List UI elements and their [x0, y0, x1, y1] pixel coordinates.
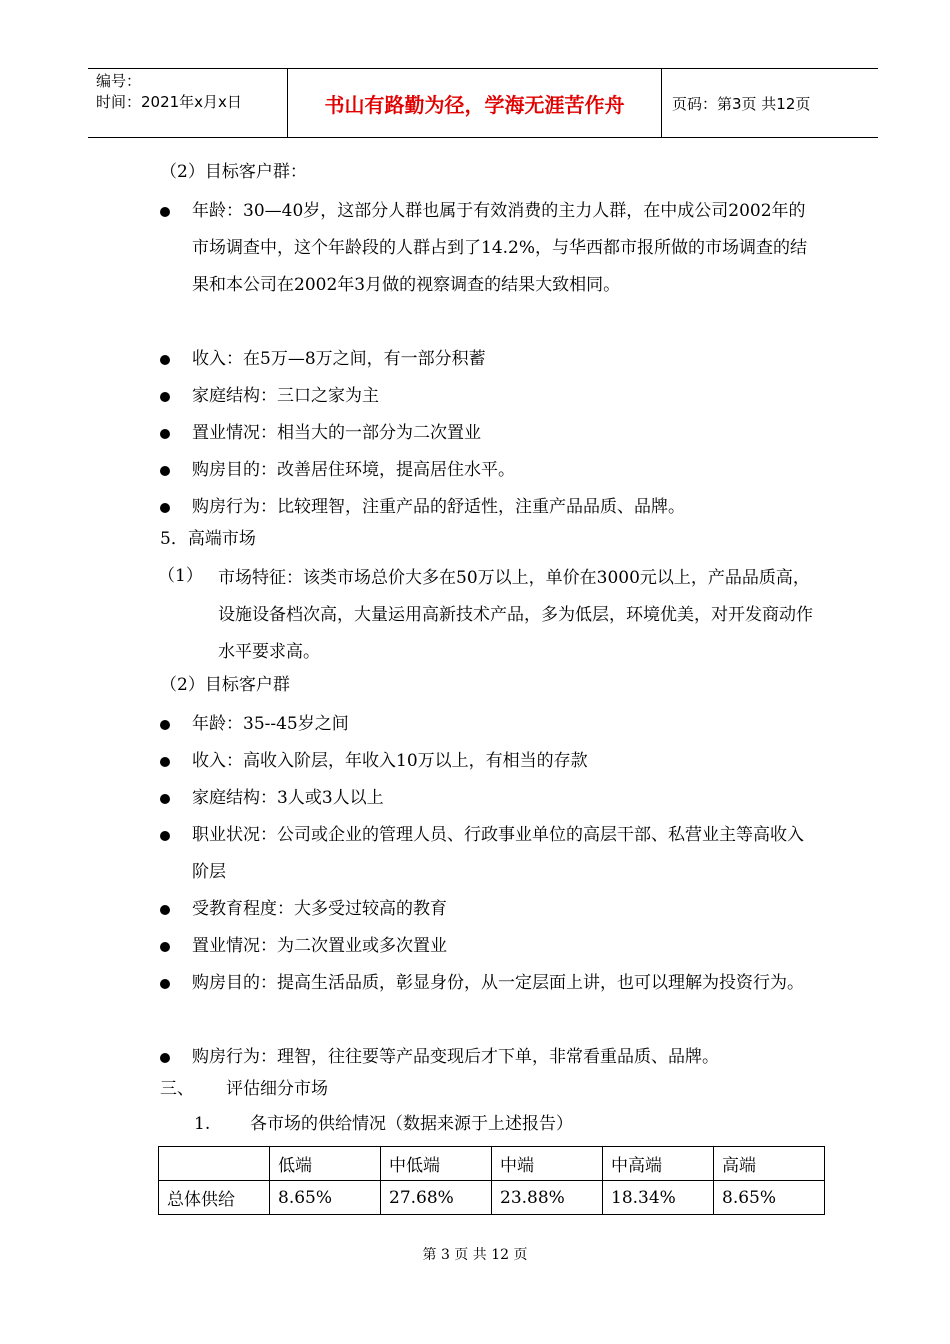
bullet-behavior: 购房行为：比较理智，注重产品的舒适性，注重产品品质、品牌。 [192, 497, 685, 517]
section-number: 三、 [160, 1079, 194, 1099]
bullet-purpose: 购房目的：改善居住环境，提高居住水平。 [192, 460, 515, 480]
subsection-number: 1. [194, 1114, 211, 1134]
section-title: 评估细分市场 [226, 1079, 328, 1099]
bullet-dot [160, 757, 170, 767]
header-page-label: 页码：第3页 共12页 [672, 94, 811, 113]
bullet-dot [160, 831, 170, 841]
bullet-dot [160, 942, 170, 952]
table-row-label: 总体供给 [159, 1181, 270, 1215]
bullet-behavior-2: 购房行为：理智，往往要等产品变现后才下单，非常看重品质、品牌。 [192, 1047, 719, 1067]
table-header-cell: 中低端 [381, 1147, 492, 1181]
table-row [159, 1181, 825, 1215]
heading-high-end-market: 5．高端市场 [160, 529, 256, 549]
table-header-cell: 低端 [270, 1147, 381, 1181]
bullet-purpose-2: 购房目的：提高生活品质，彰显身份，从一定层面上讲，也可以理解为投资行为。 [192, 973, 804, 993]
table-header-cell: 中高端 [603, 1147, 714, 1181]
bullet-family: 家庭结构：三口之家为主 [192, 386, 379, 406]
document-number-label: 编号： [96, 72, 142, 90]
bullet-dot [160, 503, 170, 513]
bullet-education: 受教育程度：大多受过较高的教育 [192, 899, 447, 919]
bullet-income-2: 收入：高收入阶层，年收入10万以上，有相当的存款 [192, 751, 588, 771]
bullet-property-2: 置业情况：为二次置业或多次置业 [192, 936, 447, 956]
table-cell: 23.88% [492, 1181, 603, 1215]
bullet-family-2: 家庭结构：3人或3人以上 [192, 788, 384, 808]
table-header-cell: 中端 [492, 1147, 603, 1181]
supply-table [158, 1146, 825, 1215]
bullet-dot [160, 466, 170, 476]
subsection-title: 各市场的供给情况（数据来源于上述报告） [250, 1114, 573, 1134]
bullet-income: 收入：在5万—8万之间，有一部分积蓄 [192, 349, 486, 369]
bullet-dot [160, 979, 170, 989]
bullet-dot [160, 207, 170, 217]
header-slogan: 书山有路勤为径，学海无涯苦作舟 [288, 69, 662, 137]
bullet-age: 年龄：30—40岁，这部分人群也属于有效消费的主力人群，在中成公司2002年的市场调查中，这个年龄段的人群占到了14.2%，与华西都市报所做的市场调查的结果和本公司在2002年3月做的视察调查的结果大致相同。 [192, 201, 808, 295]
header-meta [88, 69, 288, 137]
page-footer: 第 3 页 共 12 页 [422, 1247, 528, 1263]
table-cell: 8.65% [714, 1181, 825, 1215]
bullet-dot [160, 429, 170, 439]
table-header-row [159, 1147, 825, 1181]
bullet-dot [160, 720, 170, 730]
bullet-age-2: 年龄：35--45岁之间 [192, 714, 349, 734]
market-features: 市场特征：该类市场总价大多在50万以上，单价在3000元以上，产品品质高，设施设备档次高，大量运用高新技术产品，多为低层，环境优美，对开发商动作水平要求高。 [218, 568, 813, 662]
page-header [88, 68, 878, 138]
table-cell: 27.68% [381, 1181, 492, 1215]
bullet-occupation: 职业状况：公司或企业的管理人员、行政事业单位的高层干部、私营业主等高收入阶层 [192, 825, 804, 882]
bullet-dot [160, 1053, 170, 1063]
document-time-label: 时间：2021年x月x日 [96, 93, 242, 111]
table-header-cell [159, 1147, 270, 1181]
table-header-cell: 高端 [714, 1147, 825, 1181]
bullet-dot [160, 905, 170, 915]
bullet-dot [160, 355, 170, 365]
bullet-dot [160, 794, 170, 804]
bullet-property: 置业情况：相当大的一部分为二次置业 [192, 423, 481, 443]
item-number: （1） [158, 566, 203, 586]
table-cell: 8.65% [270, 1181, 381, 1215]
bullet-dot [160, 392, 170, 402]
subheading-target-group-2: （2）目标客户群 [160, 675, 290, 695]
subheading-target-group: （2）目标客户群： [160, 162, 307, 182]
table-cell: 18.34% [603, 1181, 714, 1215]
